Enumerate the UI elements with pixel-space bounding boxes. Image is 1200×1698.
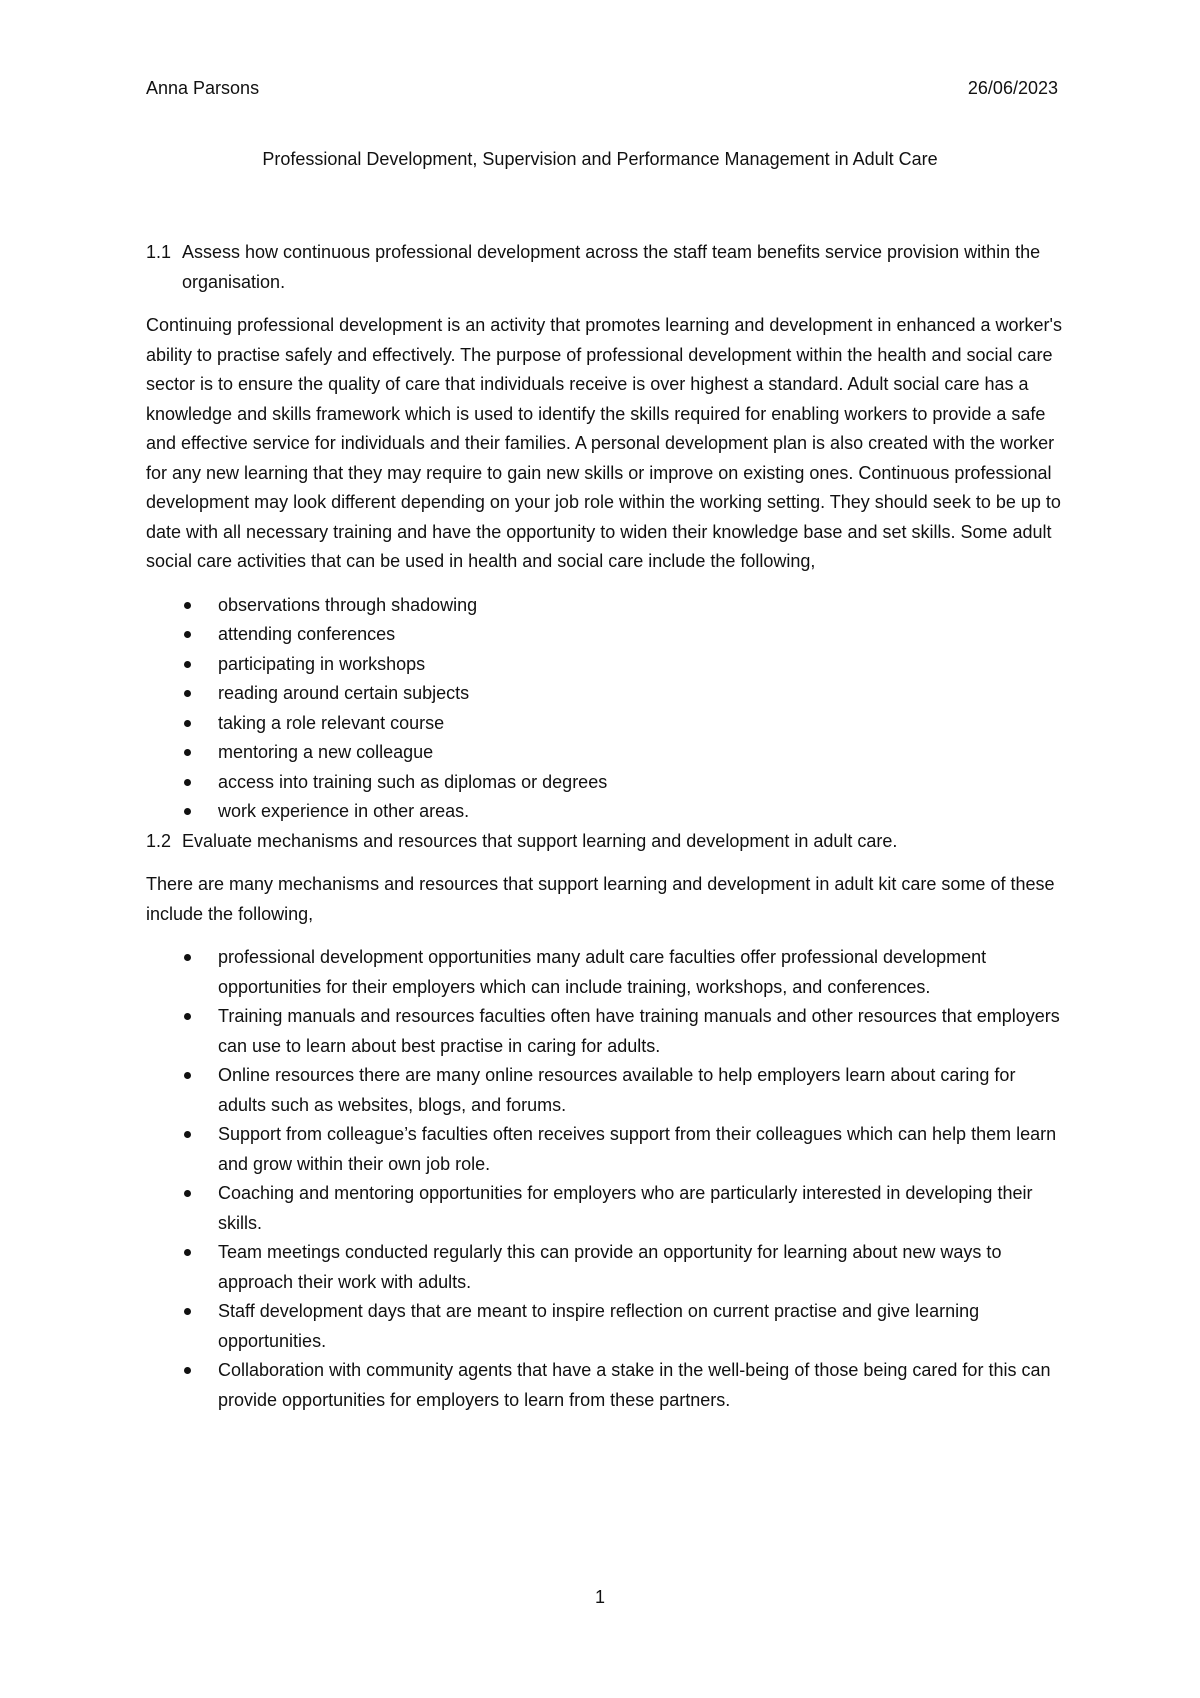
bullet-icon [146, 1179, 218, 1238]
list-item-text: access into training such as diplomas or degrees [218, 771, 608, 792]
list-item-text: Collaboration with community agents that have a stake in the well-being of those being cared for this can provide opportunities for employers to learn from these partners. [218, 1360, 1051, 1410]
answer-paragraph-1-1: Continuing professional development is an activity that promotes learning and development in enhanced a worker's ability to practise safely and effectively. The purpose of professional development within the health and social care sector is to ensure the quality of care that individuals receive is over highest a standard. Adult social care has a knowledge and skills framework which is used to identify the skills required for enabling workers to provide a safe and effective service for individuals and their families. A personal development plan is also created with the worker for any new learning that they may require to gain new skills or improve on existing ones. Continuous professional development may look different depending on your job role within the working setting. They should seek to be up to date with all necessary training and have the opportunity to widen their knowledge base and set skills. Some adult social care activities that can be used in health and social care include the following, [146, 315, 1062, 571]
bullet-icon [146, 1002, 218, 1061]
document-body [146, 238, 1064, 1415]
list-item [146, 709, 1064, 739]
list-item-text: Online resources there are many online resources available to help employers learn about caring for adults such as websites, blogs, and forums. [218, 1065, 1016, 1115]
bullet-icon [146, 650, 218, 680]
list-item [146, 1179, 1064, 1238]
list-item-text: work experience in other areas. [218, 801, 470, 821]
list-item [146, 620, 1064, 650]
document-date: 26/06/2023 [967, 78, 1058, 98]
list-item-text: Training manuals and resources faculties often have training manuals and other resources that employers can use to learn about best practise in caring for adults. [218, 1006, 1060, 1056]
bullet-icon [146, 943, 218, 1002]
question-text: Evaluate mechanisms and resources that support learning and development in adult care. [182, 830, 898, 851]
bullet-icon [146, 1356, 218, 1415]
document-title: Professional Development, Supervision and Performance Management in Adult Care [262, 149, 938, 169]
list-item [146, 1120, 1064, 1179]
question-1-1 [146, 238, 1064, 297]
list-item-text: observations through shadowing [218, 594, 478, 615]
list-item [146, 591, 1064, 621]
page-header [146, 76, 1058, 100]
list-item-text: professional development opportunities many adult care faculties offer professional development opportunities for their employers which can include training, workshops, and conferences. [218, 947, 987, 997]
bullet-icon [146, 1297, 218, 1356]
bullet-icon [146, 1238, 218, 1297]
list-item-text: Support from colleague’s faculties often receives support from their colleagues which can help them learn and grow within their own job role. [218, 1124, 1057, 1174]
list-item-text: participating in workshops [218, 653, 426, 674]
bullet-list-1-2 [146, 943, 1064, 1415]
bullet-icon [146, 591, 218, 621]
list-item [146, 650, 1064, 680]
bullet-icon [146, 797, 218, 827]
bullet-icon [146, 1120, 218, 1179]
list-item [146, 1356, 1064, 1415]
bullet-icon [146, 768, 218, 798]
page-number: 1 [594, 1587, 605, 1607]
bullet-icon [146, 1061, 218, 1120]
list-item [146, 797, 1064, 827]
bullet-icon [146, 679, 218, 709]
list-item-text: reading around certain subjects [218, 683, 470, 703]
question-1-2 [146, 827, 1064, 857]
list-item [146, 1238, 1064, 1297]
list-item-text: taking a role relevant course [218, 712, 445, 733]
list-item-text: attending conferences [218, 624, 396, 644]
list-item [146, 768, 1064, 798]
question-text: Assess how continuous professional development across the staff team benefits service provision within the organisation. [182, 242, 1041, 292]
list-item-text: Team meetings conducted regularly this can provide an opportunity for learning about new ways to approach their work with adults. [218, 1242, 1002, 1292]
list-item [146, 1061, 1064, 1120]
answer-paragraph-1-2: There are many mechanisms and resources that support learning and development in adult kit care some of these include the following, [146, 874, 1055, 924]
bullet-icon [146, 709, 218, 739]
list-item [146, 738, 1064, 768]
list-item-text: mentoring a new colleague [218, 742, 434, 762]
list-item-text: Coaching and mentoring opportunities for employers who are particularly interested in developing their skills. [218, 1183, 1033, 1233]
list-item [146, 1002, 1064, 1061]
author-name: Anna Parsons [146, 78, 260, 98]
bullet-list-1-1 [146, 591, 1064, 827]
question-number: 1.2 [146, 830, 172, 851]
list-item [146, 1297, 1064, 1356]
list-item-text: Staff development days that are meant to inspire reflection on current practise and give learning opportunities. [218, 1301, 980, 1351]
list-item [146, 943, 1064, 1002]
bullet-icon [146, 620, 218, 650]
list-item [146, 679, 1064, 709]
question-number: 1.1 [146, 242, 172, 262]
bullet-icon [146, 738, 218, 768]
